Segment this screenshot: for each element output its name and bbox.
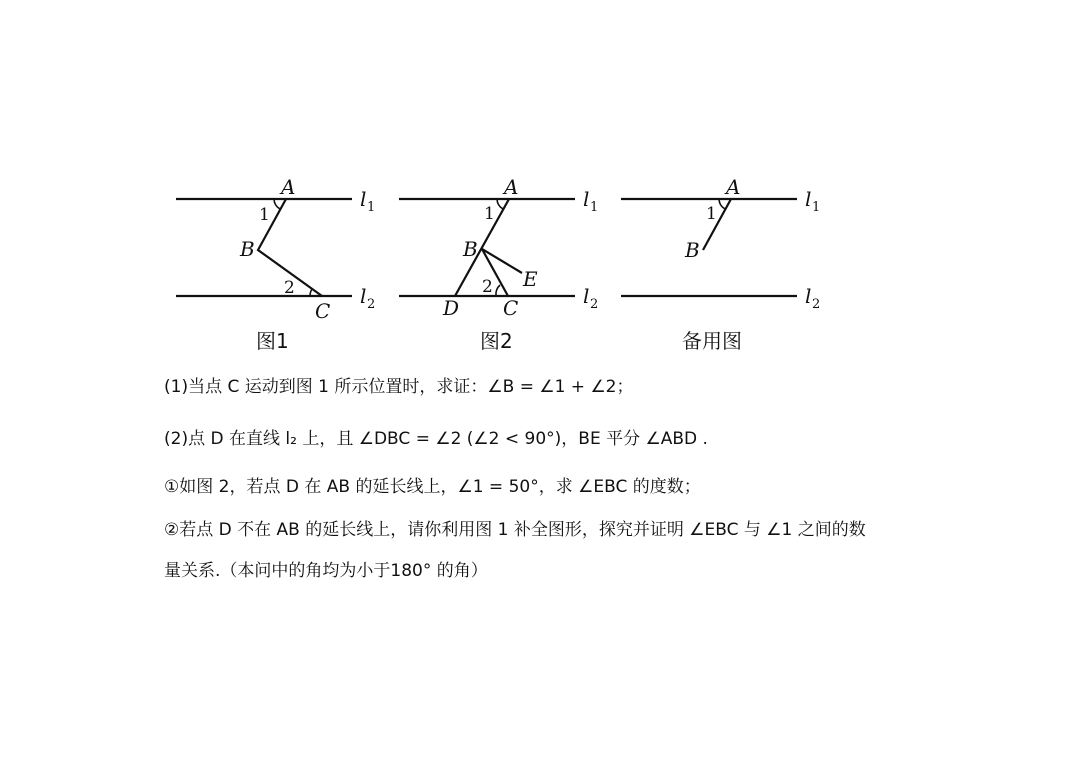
line-l2-subscript: 2 — [367, 297, 376, 312]
point-a-label: A — [726, 175, 741, 199]
line-l1-label: l — [805, 187, 812, 211]
angle-1-label: 1 — [259, 205, 270, 225]
angle-2-label: 2 — [482, 277, 493, 297]
point-c-label: C — [503, 296, 519, 320]
question-2: (2)点 D 在直线 l₂ 上，且 ∠DBC = ∠2 (∠2 < 90°)，BE 平分 ∠ABD . — [164, 429, 708, 449]
point-a-label: A — [281, 175, 296, 199]
angle-1-label: 1 — [706, 204, 717, 224]
angle-1-arc — [497, 199, 503, 209]
question-1: (1)当点 C 运动到图 1 所示位置时，求证：∠B = ∠1 + ∠2； — [164, 377, 634, 397]
figure-spare — [621, 175, 820, 353]
figure-2-caption: 图2 — [480, 329, 513, 353]
angle-1-arc — [719, 199, 725, 209]
line-l2-label: l — [805, 284, 812, 308]
angle-2-arc — [496, 285, 500, 296]
point-b-label: B — [240, 237, 255, 261]
line-l2-label: l — [583, 284, 590, 308]
figure-1-caption: 图1 — [256, 329, 289, 353]
question-2-part-2-line-1: ②若点 D 不在 AB 的延长线上，请你利用图 1 补全图形，探究并证明 ∠EBC 与 ∠1 之间的数 — [164, 520, 866, 540]
point-c-label: C — [315, 299, 331, 323]
line-l2-subscript: 2 — [590, 297, 599, 312]
angle-2-label: 2 — [284, 278, 295, 298]
line-l1-label: l — [360, 187, 367, 211]
figure-2 — [399, 175, 598, 353]
angle-1-arc — [274, 199, 280, 209]
question-2-part-1: ①如图 2，若点 D 在 AB 的延长线上，∠1 = 50°，求 ∠EBC 的度数； — [164, 477, 701, 497]
line-l1-subscript: 1 — [367, 200, 376, 215]
line-l1-label: l — [583, 187, 590, 211]
point-d-label: D — [443, 296, 460, 320]
figures-panel — [0, 0, 1080, 380]
line-l1-subscript: 1 — [590, 200, 599, 215]
figure-1 — [176, 175, 375, 353]
point-b-label: B — [463, 237, 478, 261]
question-2-part-2-line-2: 量关系.（本问中的角均为小于180° 的角） — [164, 561, 488, 581]
line-l2-label: l — [360, 284, 367, 308]
line-l1-subscript: 1 — [812, 200, 821, 215]
angle-1-label: 1 — [484, 204, 495, 224]
point-e-label: E — [523, 267, 538, 291]
line-l2-subscript: 2 — [812, 297, 821, 312]
figure-spare-caption: 备用图 — [682, 329, 742, 353]
point-a-label: A — [504, 175, 519, 199]
point-b-label: B — [685, 238, 700, 262]
